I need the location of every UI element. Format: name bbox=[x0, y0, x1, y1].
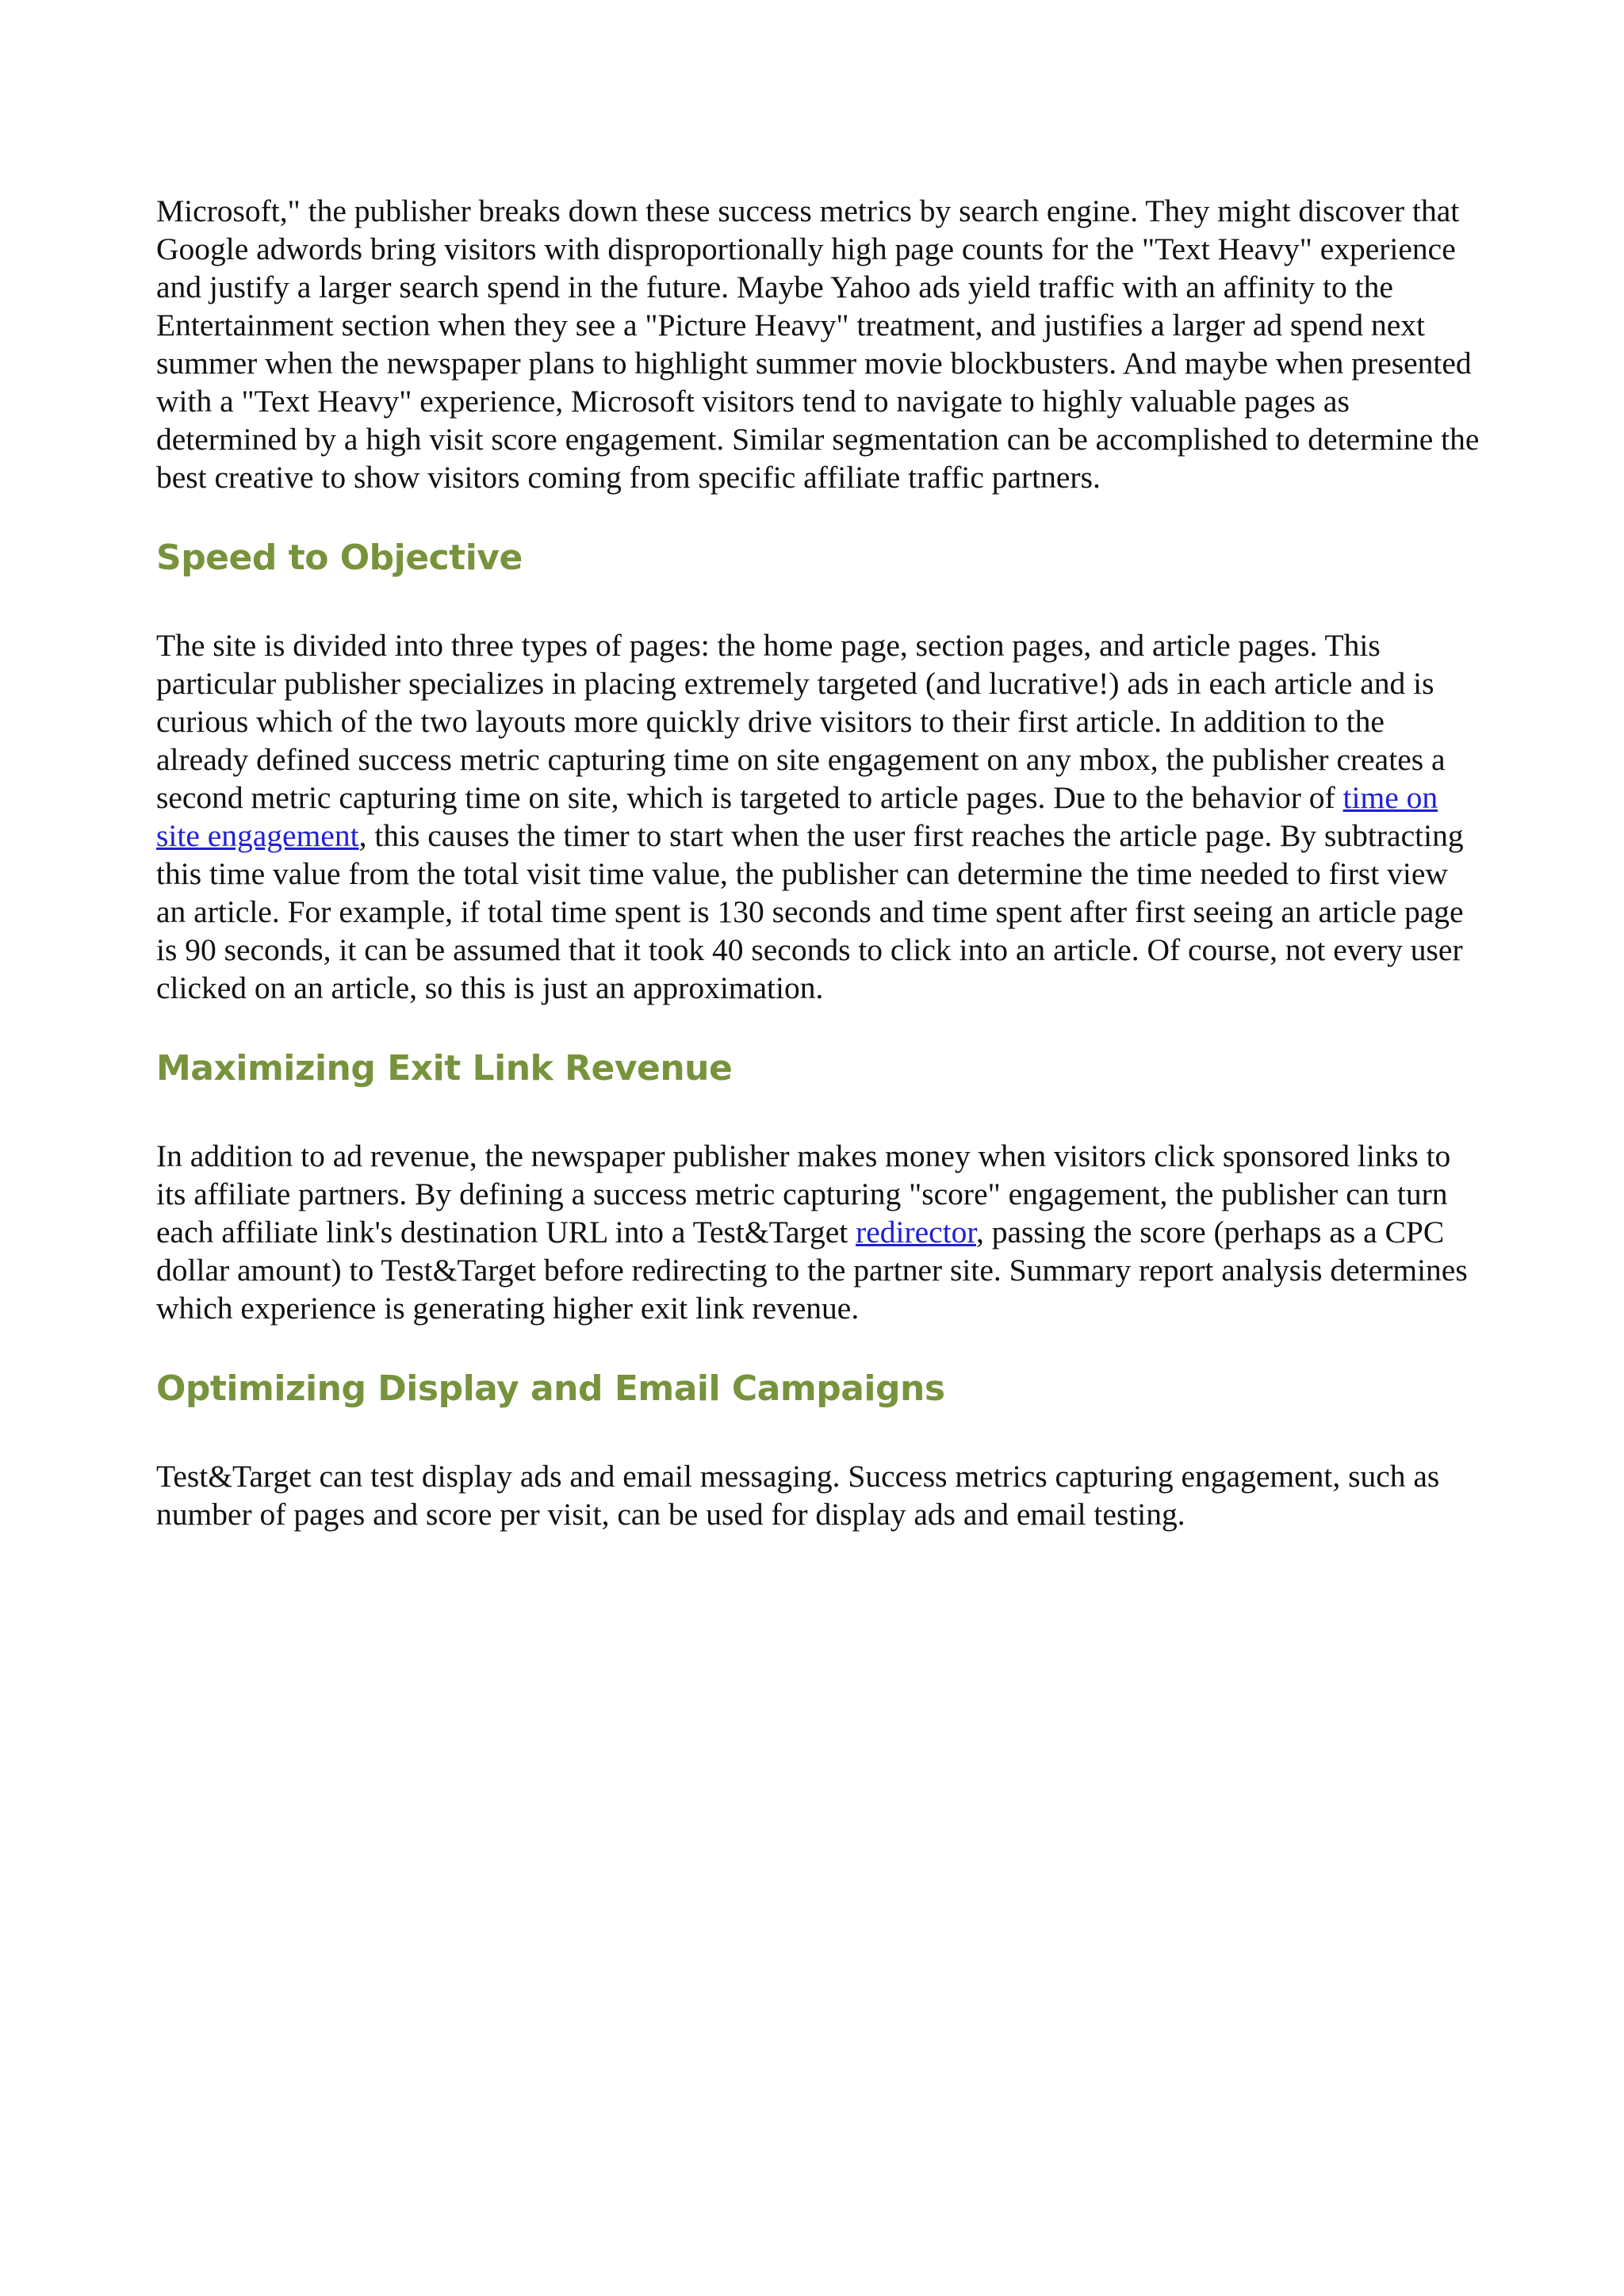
display-email-campaigns-paragraph: Test&Target can test display ads and email messaging. Success metrics capturing engagement, such as number of pages and score per visit, can be used for display ads and email testing. bbox=[156, 1459, 1440, 1532]
speed-to-objective-paragraph bbox=[156, 626, 1480, 1007]
redirector-link[interactable]: redirector bbox=[856, 1215, 977, 1249]
display-email-campaigns-heading: Optimizing Display and Email Campaigns bbox=[156, 1368, 945, 1409]
speed-text-after: , this causes the timer to start when the user first reaches the article page. By subtracting this time value from the total visit time value, the publisher can determine the time needed to first view an article. For example, if total time spent is 130 seconds and time spent after first seeing an article page is 90 seconds, it can be assumed that it took 40 seconds to click into an article. Of course, not every user clicked on an article, so this is just an approximation. bbox=[156, 818, 1464, 1005]
time-on-site-engagement-link[interactable]: time on site engagement bbox=[156, 780, 1438, 853]
intro-paragraph: Microsoft," the publisher breaks down these success metrics by search engine. They might discover that Google adwords bring visitors with disproportionally high page counts for the "Text Heavy" experience and justify a larger search spend in the future. Maybe Yahoo ads yield traffic with an affinity to the Entertainment section when they see a "Picture Heavy" treatment, and justifies a larger ad spend next summer when the newspaper plans to highlight summer movie blockbusters. And maybe when presented with a "Text Heavy" experience, Microsoft visitors tend to navigate to highly valuable pages as determined by a high visit score engagement. Similar segmentation can be accomplished to determine the best creative to show visitors coming from specific affiliate traffic partners. bbox=[156, 193, 1480, 495]
document-page bbox=[156, 192, 1480, 1533]
speed-text-before: The site is divided into three types of pages: the home page, section pages, and article pages. This particular publisher specializes in placing extremely targeted (and lucrative!) ads in each article and is curious which of the two layouts more quickly drive visitors to their first article. In addition to the already defined success metric capturing time on site engagement on any mbox, the publisher creates a second metric capturing time on site, which is targeted to article pages. Due to the behavior of bbox=[156, 628, 1446, 815]
exit-text-after: , passing the score (perhaps as a CPC dollar amount) to Test&Target before redirecting to the partner site. Summary report analysis determines which experience is generating higher exit link revenue. bbox=[156, 1215, 1468, 1326]
exit-link-revenue-paragraph bbox=[156, 1137, 1480, 1327]
speed-to-objective-heading: Speed to Objective bbox=[156, 538, 523, 578]
exit-link-revenue-heading: Maximizing Exit Link Revenue bbox=[156, 1048, 733, 1089]
exit-text-before: In addition to ad revenue, the newspaper publisher makes money when visitors click sponsored links to its affiliate partners. By defining a success metric capturing "score" engagement, the publisher can turn each affiliate link's destination URL into a Test&Target bbox=[156, 1138, 1451, 1249]
